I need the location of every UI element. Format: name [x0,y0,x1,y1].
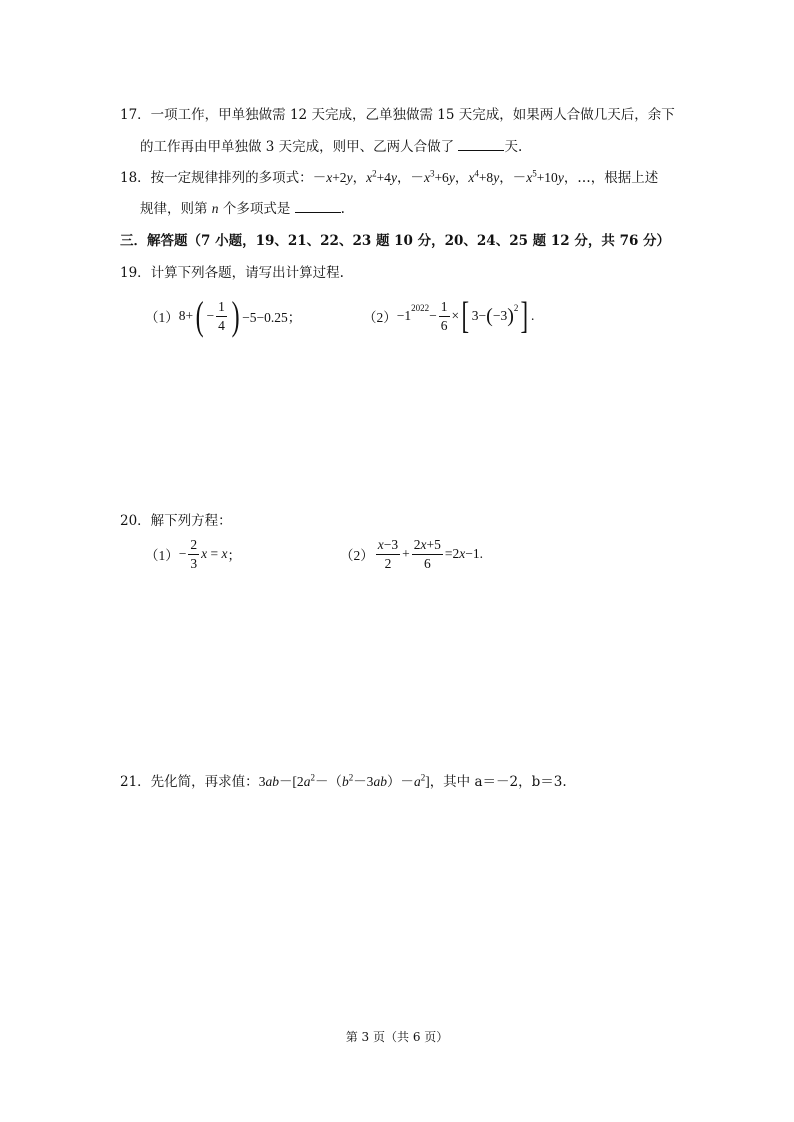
q17-line2-end: 天. [504,139,523,155]
q20-part1-label: （1） [145,548,179,563]
q21-expression: $3ab-[2a^2-(b^2-3ab)-a^2]$ [258,772,430,789]
q19-part1-expression: 8+ ( − $\frac{1}{4}$ ) −5−0.25； [178,293,302,338]
q20-part1 [145,532,241,576]
q19-part1-label: （1） [145,310,179,325]
q17-line1: 17．一项工作，甲单独做需 12 天完成，乙单独做需 15 天完成，如果两人合做几天后，余下 [120,107,675,123]
q21-condition: ，其中 a＝－2，b＝3. [429,774,567,790]
q20-part2-label: （2） [340,548,374,563]
q18-line2-mid: 个多项式是 [218,201,295,217]
q18-line2-end: . [340,201,345,217]
q20-part1-equation: − $\frac{2}{3}$ x = x ； [178,536,241,571]
q21-stem-text: 21．先化简，再求值： [120,774,259,790]
section-3-heading: 三．解答题（7 小题，19、21、22、23 题 10 分，20、24、25 题 12 分，共 76 分） [120,233,671,249]
q19-part2 [363,293,534,339]
q19-stem: 19．计算下列各题，请写出计算过程. [120,265,344,281]
q17-line2-text: 的工作再由甲单独做 3 天完成，则甲、乙两人合做了 [140,139,459,155]
q18-line2-text: 规律，则第 [140,201,212,217]
q18-line1-text: 18．按一定规律排列的多项式： [120,170,313,186]
q21-stem [120,770,567,790]
q20-part2-equation: $\frac{x-3}{2}$ + $\frac{2x+5}{6}$ =2 x −1. [377,536,483,571]
q17-line2 [140,135,522,155]
q18-answer-blank[interactable] [295,200,341,213]
q19-part1 [145,293,301,339]
q18-line2 [140,197,345,217]
q19-part2-label: （2） [363,310,397,325]
q18-n-variable: n [211,201,219,216]
q19-part2-expression: −1 $^{2022}$ − $\frac{1}{6}$ × [ 3− ( −3 ) $^2$ ] . [396,295,535,337]
q18-polynomials: －x+2y，$x^2+4y$，$-x^3+6y$，$x^4+8y$，$-x^5+10y$ [312,168,564,185]
q20-part2 [340,532,483,576]
q18-line1-tail: ，…，根据上述 [563,170,659,186]
q18-line1 [120,166,658,186]
q17-answer-blank[interactable] [458,138,504,151]
page-footer: 第 3 页（共 6 页） [345,1030,449,1044]
q20-stem: 20．解下列方程： [120,513,232,529]
